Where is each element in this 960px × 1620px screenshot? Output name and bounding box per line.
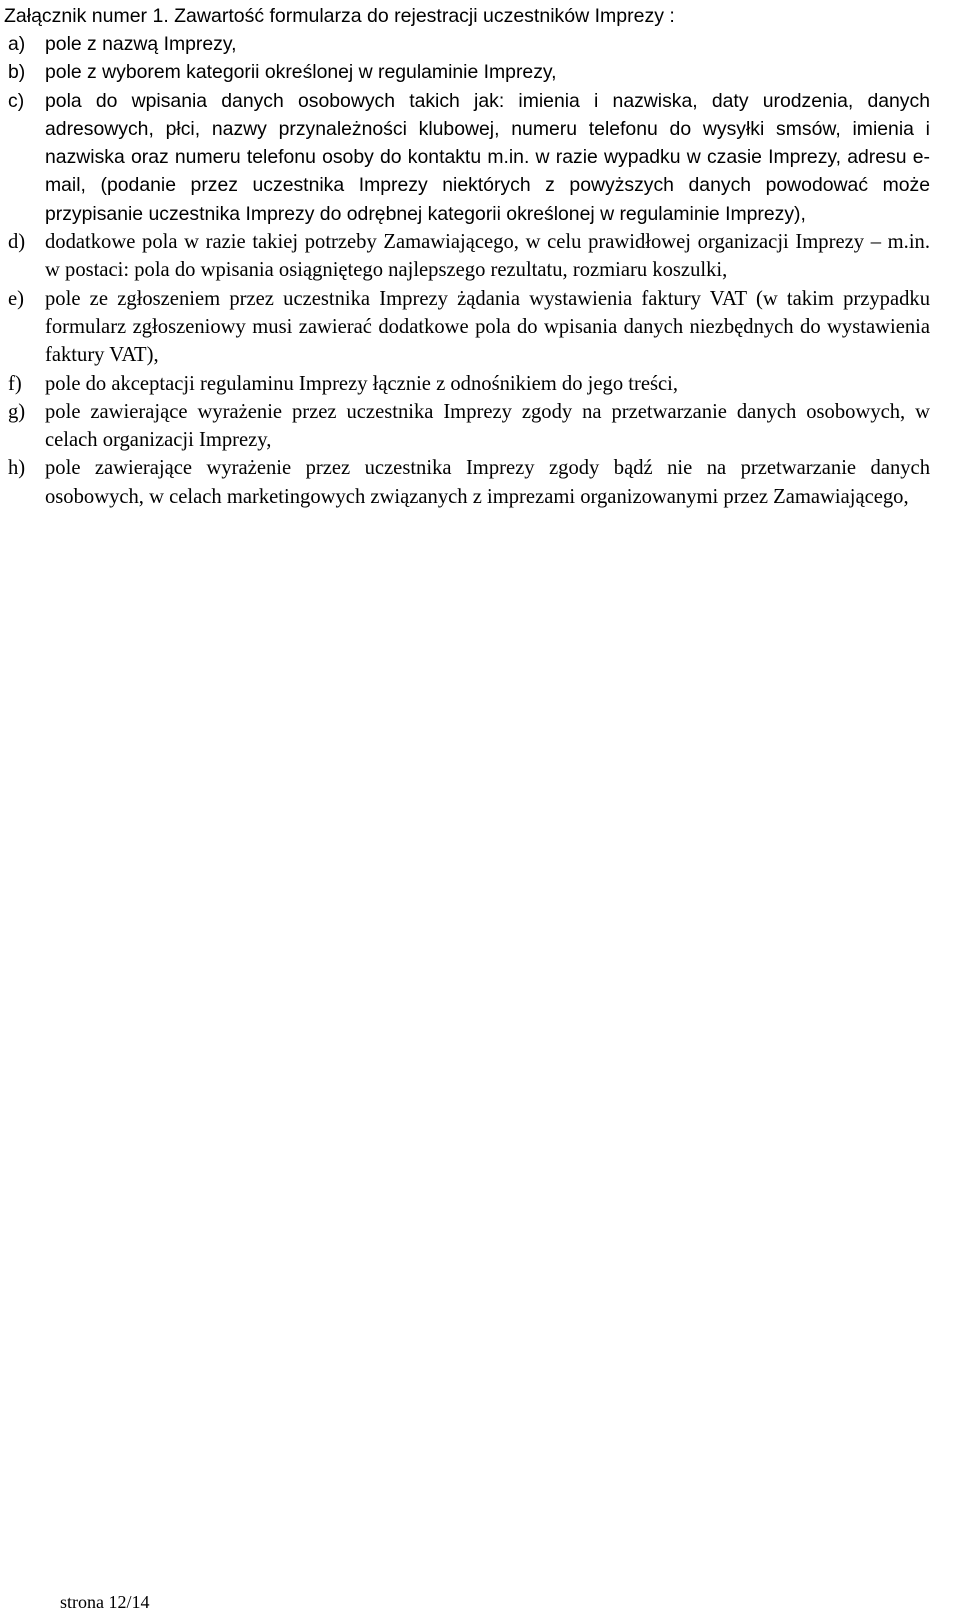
list-item <box>8 285 930 370</box>
list-item <box>8 398 930 455</box>
list-item-text: pole ze zgłoszeniem przez uczestnika Imprezy żądania wystawienia faktury VAT (w takim przypadku formularz zgłoszeniowy musi zawierać dodatkowe pola do wpisania danych niezbędnych do wystawienia faktury VAT), <box>45 287 930 367</box>
page-number: strona 12/14 <box>60 1592 150 1612</box>
list-item-marker: f) <box>8 372 22 395</box>
list-item <box>8 228 930 285</box>
field-list <box>8 30 930 511</box>
document-heading: Załącznik numer 1. Zawartość formularza do rejestracji uczestników Imprezy : <box>4 5 675 27</box>
list-item-text: dodatkowe pola w razie takiej potrzeby Zamawiającego, w celu prawidłowej organizacji Imprezy – m.in. w postaci: pola do wpisania osiągniętego najlepszego rezultatu, rozmiaru koszulki, <box>45 231 930 282</box>
list-item-marker: a) <box>8 33 26 55</box>
list-item-text: pole do akceptacji regulaminu Imprezy łącznie z odnośnikiem do jego treści, <box>45 372 679 395</box>
list-item-marker: h) <box>8 457 26 480</box>
list-item-marker: e) <box>8 287 24 310</box>
list-item-text: pole z wyborem kategorii określonej w regulaminie Imprezy, <box>45 61 557 84</box>
list-item <box>8 58 930 86</box>
list-item-text: pola do wpisania danych osobowych takich jak: imienia i nazwiska, daty urodzenia, danych adresowych, płci, nazwy przynależności klubowej, numeru telefonu do wysyłki smsów, imienia i nazwiska oraz numeru telefonu osoby do kontaktu m.in. w razie wypadku w czasie Imprezy, adresu e-mail, (podanie przez uczestnika Imprezy niektórych z powyższych danych powodować może przypisanie uczestnika Imprezy do odrębnej kategorii określonej w regulaminie Imprezy), <box>45 89 930 225</box>
list-item-marker: c) <box>8 89 25 112</box>
list-item-text: pole zawierające wyrażenie przez uczestnika Imprezy zgody bądź nie na przetwarzanie danych osobowych, w celach marketingowych związanych z imprezami organizowanymi przez Zamawiającego, <box>45 457 930 508</box>
list-item <box>8 370 930 398</box>
list-item-text: pole zawierające wyrażenie przez uczestnika Imprezy zgody na przetwarzanie danych osobowych, w celach organizacji Imprezy, <box>45 400 930 452</box>
list-item-marker: b) <box>8 61 26 84</box>
list-item-marker: g) <box>8 400 26 423</box>
list-item <box>8 454 930 511</box>
list-item <box>8 30 930 58</box>
list-item <box>8 87 930 228</box>
list-item-text: pole z nazwą Imprezy, <box>45 33 237 55</box>
list-item-marker: d) <box>8 231 26 254</box>
